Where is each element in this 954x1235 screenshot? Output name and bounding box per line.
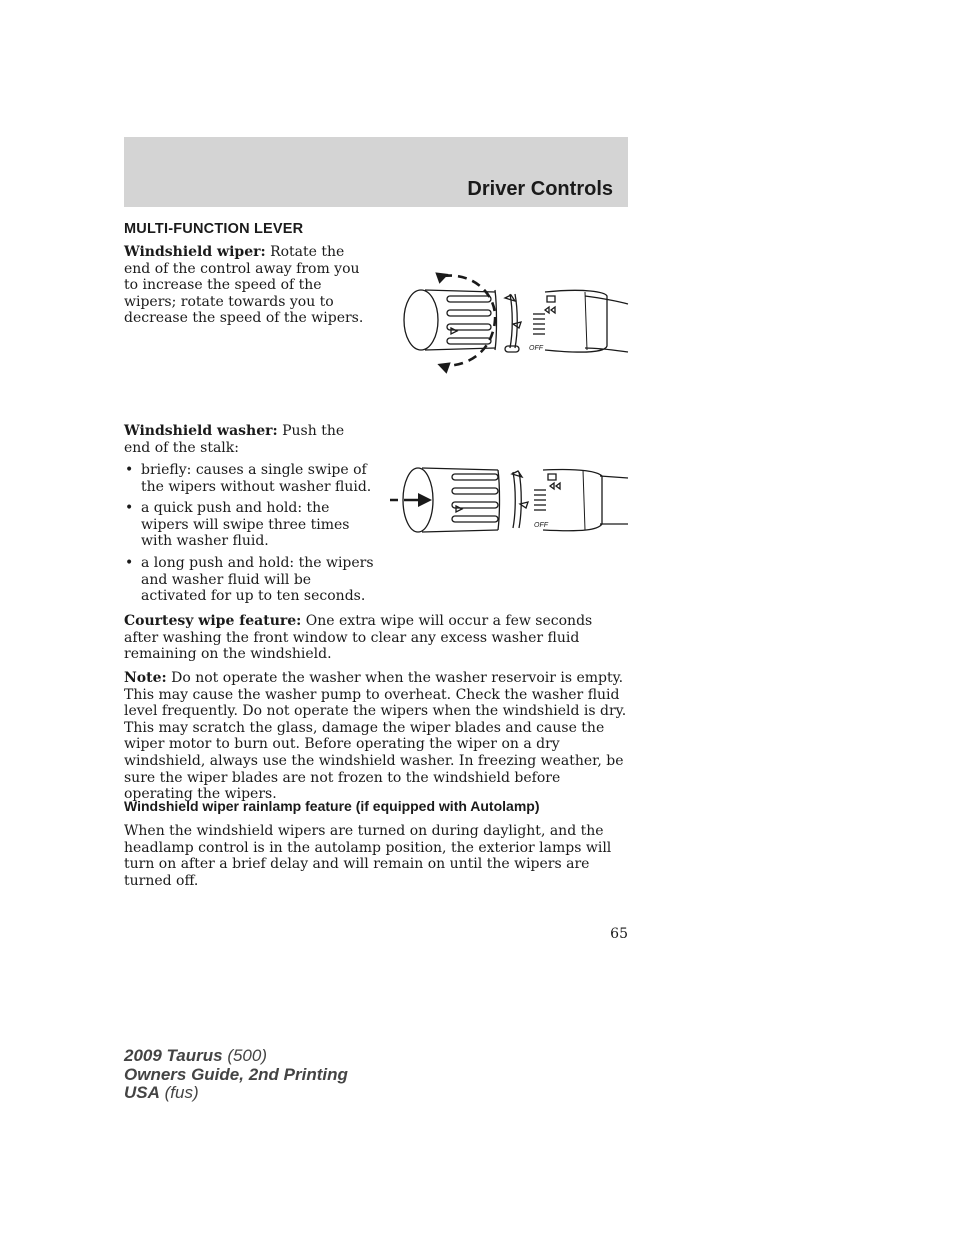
list-item: • a long push and hold: the wipers and washer fluid will be activated for up to ten seconds. (125, 554, 374, 605)
wiper-label: Windshield wiper: (124, 244, 266, 260)
washer-push-figure (388, 464, 630, 536)
note-paragraph (124, 670, 630, 803)
wiper-rotate-figure (395, 266, 630, 374)
note-label: Note: (124, 670, 167, 686)
page-number: 65 (610, 926, 628, 942)
courtesy-text: One extra wipe will occur a few seconds after washing the front window to clear any excess washer fluid remaining on the windshield. (124, 613, 593, 663)
courtesy-label: Courtesy wipe feature: (124, 613, 302, 629)
washer-bullets (124, 462, 379, 610)
arrow-right-icon (418, 493, 432, 507)
list-item: • a quick push and hold: the wipers will swipe three times with washer fluid. (125, 500, 350, 550)
washer-label: Windshield washer: (124, 423, 278, 439)
off-label: OFF (534, 522, 548, 529)
arrow-down-icon (435, 358, 450, 373)
note-text: Do not operate the washer when the washer reservoir is empty. This may cause the washer pump to overheat. Check the washer fluid level frequently. Do not operate the wipers when the windshield is dry. This may scratch the glass, damage the wiper blades and cause the wiper motor to burn out. Before operating the wiper on a dry windshield, always use the windshield washer. In freezing weather, be sure the wiper blades are not frozen to the windshield before operating the wipers. (124, 670, 627, 803)
off-label: OFF (529, 345, 543, 352)
page-title: Driver Controls (467, 178, 613, 200)
rainlamp-heading: Windshield wiper rainlamp feature (if equipped with Autolamp) (124, 798, 540, 814)
washer-text: Push the end of the stalk: (124, 423, 345, 456)
wiper-text: Rotate the end of the control away from you to increase the speed of the wipers; rotate towards you to decrease the speed of the wipers. (124, 244, 364, 327)
list-item: • briefly: causes a single swipe of the wipers without washer fluid. (125, 462, 372, 495)
washer-paragraph (124, 423, 374, 456)
section-title: MULTI-FUNCTION LEVER (124, 221, 304, 237)
footer: 2009 Taurus (500) Owners Guide, 2nd Printing USA (fus) (124, 1046, 348, 1102)
header-band (124, 137, 628, 207)
courtesy-paragraph (124, 613, 629, 663)
wiper-paragraph (124, 244, 374, 327)
rainlamp-paragraph: When the windshield wipers are turned on during daylight, and the headlamp control is in the autolamp position, the exterior lamps will turn on after a brief delay and will remain on until the wipers are turned off. (124, 823, 612, 889)
